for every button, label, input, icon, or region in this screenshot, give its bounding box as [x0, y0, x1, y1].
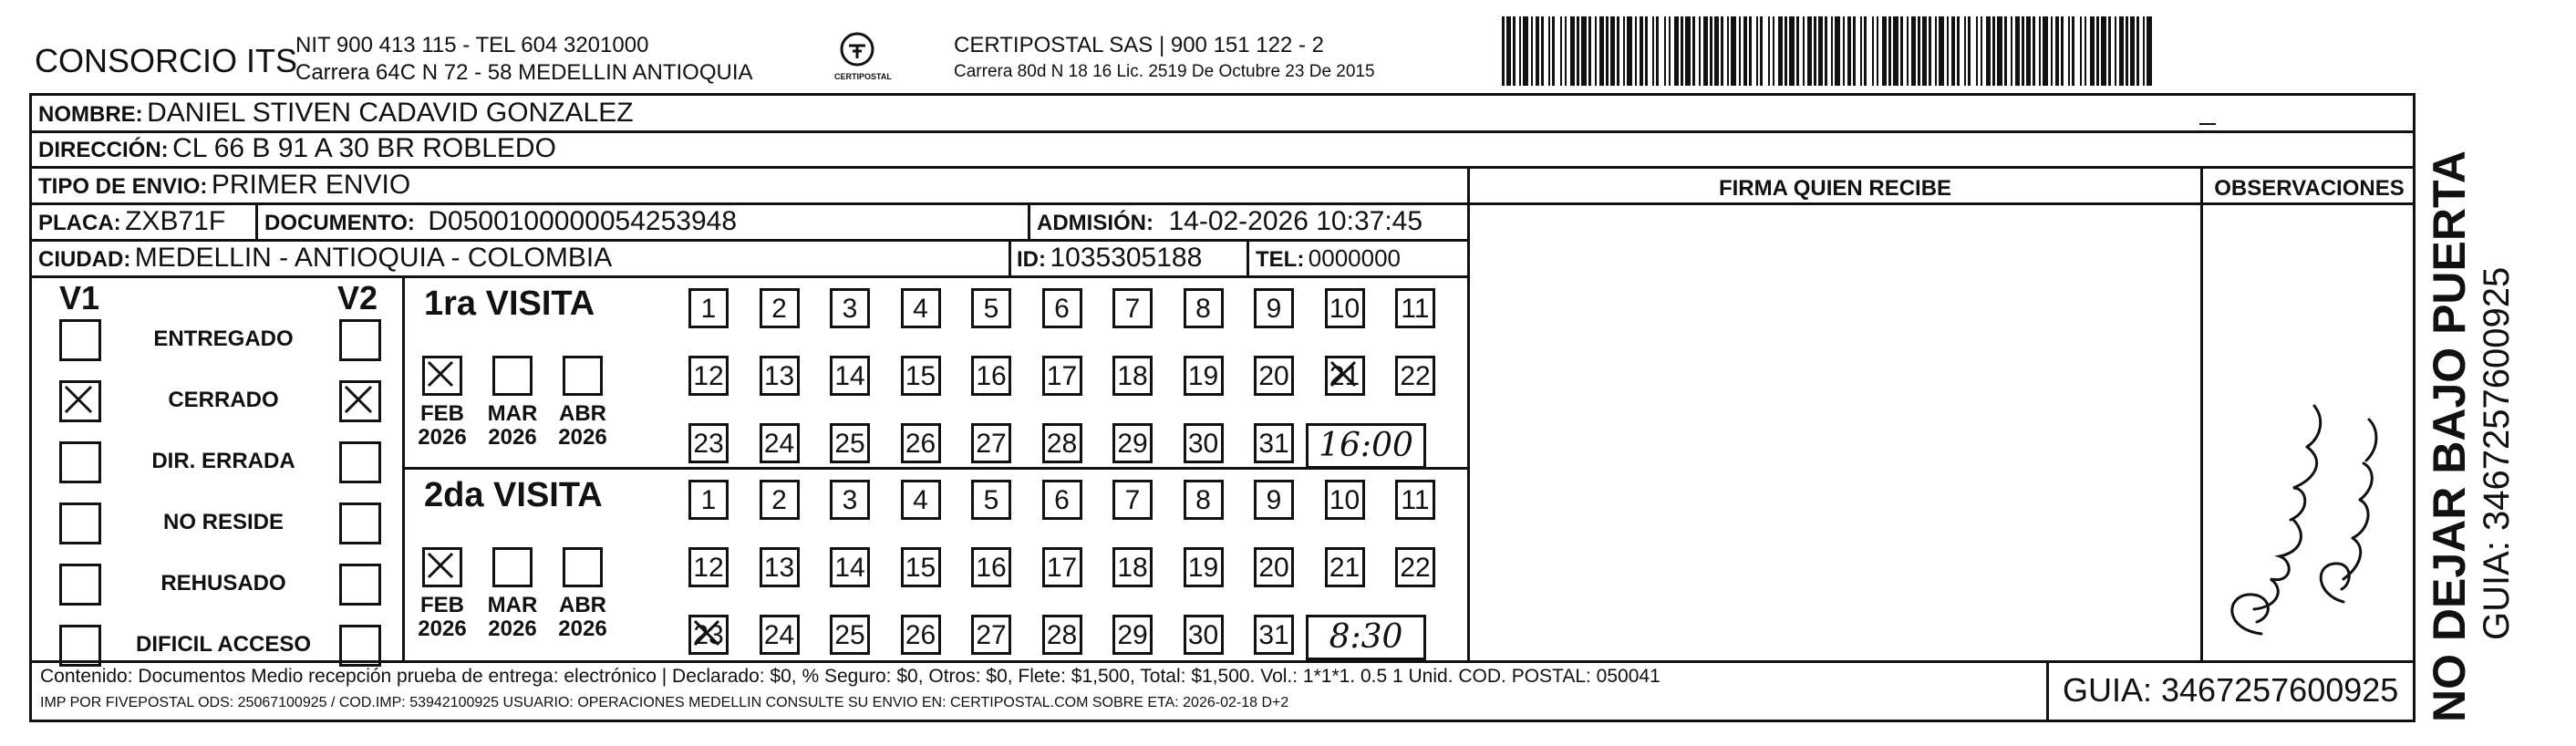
barcode-bar: [2115, 16, 2116, 86]
barcode-bar: [1768, 16, 1770, 86]
side-guia: GUIA: 3467257600925: [2477, 266, 2517, 640]
barcode-bar: [1541, 16, 1544, 86]
barcode-bar: [1888, 16, 1891, 86]
month-checkbox[interactable]: [563, 356, 603, 396]
day-box[interactable]: 31: [1254, 423, 1294, 463]
nombre-value: DANIEL STIVEN CADAVID GONZALEZ: [147, 98, 634, 128]
barcode-bar: [2068, 16, 2070, 86]
side-text-block: [2422, 84, 2559, 722]
barcode-bar: [1773, 16, 1774, 86]
visit-time-box[interactable]: 16:00: [1306, 423, 1426, 469]
barcode-bar: [1986, 16, 1991, 86]
courier-logo-icon: [834, 31, 880, 67]
side-warning: NO DEJAR BAJO PUERTA: [2424, 150, 2475, 722]
day-box[interactable]: 30: [1184, 423, 1224, 463]
documento-value: D0500100000054253948: [428, 206, 738, 236]
day-box[interactable]: 7: [1112, 288, 1153, 328]
barcode-bar: [2147, 16, 2152, 86]
admision-cell: [1037, 206, 1422, 237]
col-divider: [1009, 239, 1011, 275]
col-divider: [255, 202, 258, 239]
contenido-text: Contenido: Documentos Medio recepción prueba de entrega: electrónico | Declarado: $0, % Seguro: $0, Otros: $0, Flete: $1,500, Total: $1,500. Vol.: 1*1*1. 0.5 1 Unid. COD. POSTAL: 050041: [40, 666, 1660, 687]
barcode-bar: [1669, 16, 1671, 86]
barcode-bar: [2051, 16, 2053, 86]
barcode-bar: [2015, 16, 2020, 86]
barcode-bar: [2011, 16, 2012, 86]
barcode-bar: [1681, 16, 1683, 86]
barcode-bar: [2130, 16, 2135, 86]
status-v1-checkbox[interactable]: [59, 319, 101, 361]
barcode-bar: [1749, 16, 1752, 86]
day-box[interactable]: 7: [1112, 480, 1153, 520]
barcode-bar: [1756, 16, 1758, 86]
day-box[interactable]: 21: [1325, 547, 1365, 587]
barcode-bar: [1721, 16, 1723, 86]
barcode-bar: [1536, 16, 1539, 86]
tel-cell: [1256, 244, 1401, 273]
x-mark-icon: [425, 358, 460, 393]
month-name: ABR: [559, 401, 606, 426]
barcode-bar: [1900, 16, 1903, 86]
barcode-bar: [2143, 16, 2145, 86]
barcode-bar: [2126, 16, 2128, 86]
day-box[interactable]: 23: [688, 615, 729, 655]
status-v2-checkbox[interactable]: [339, 625, 381, 667]
barcode-bar: [1699, 16, 1701, 86]
barcode-bar: [1588, 16, 1591, 86]
barcode-bar: [2043, 16, 2048, 86]
day-box[interactable]: 22: [1395, 356, 1435, 396]
barcode-bar: [1714, 16, 1719, 86]
barcode-bar: [2033, 16, 2035, 86]
day-box[interactable]: 18: [1112, 356, 1153, 396]
day-box[interactable]: 17: [1042, 547, 1082, 587]
barcode-bar: [1814, 16, 1816, 86]
day-box[interactable]: 21: [1325, 356, 1365, 396]
row-divider: [29, 275, 1470, 278]
barcode-bar: [1645, 16, 1648, 86]
barcode-bar: [1882, 16, 1887, 86]
barcode-bar: [1652, 16, 1654, 86]
barcode-bar: [2026, 16, 2031, 86]
barcode-bar: [1935, 16, 1937, 86]
month-checkbox[interactable]: [422, 356, 462, 396]
day-box[interactable]: 5: [971, 288, 1011, 328]
barcode-bar: [1789, 16, 1795, 86]
visit-title: 1ra VISITA: [424, 285, 595, 323]
barcode: [1502, 16, 2158, 86]
courier-line: CERTIPOSTAL SAS | 900 151 122 - 2: [954, 33, 1324, 57]
row-divider: [29, 166, 2416, 169]
barcode-bar: [1560, 16, 1562, 86]
day-box[interactable]: 6: [1042, 288, 1082, 328]
barcode-bar: [1664, 16, 1666, 86]
barcode-bar: [1610, 16, 1615, 86]
barcode-bar: [1929, 16, 1931, 86]
ciudad-value: MEDELLIN - ANTIOQUIA - COLOMBIA: [134, 243, 613, 273]
barcode-bar: [1835, 16, 1840, 86]
day-box[interactable]: 3: [830, 288, 870, 328]
ciudad-label: CIUDAD:: [38, 247, 131, 272]
barcode-bar: [1640, 16, 1643, 86]
barcode-bar: [1922, 16, 1927, 86]
x-mark-icon: [691, 617, 726, 652]
day-box[interactable]: 9: [1254, 288, 1294, 328]
barcode-bar: [1918, 16, 1920, 86]
day-box[interactable]: 3: [830, 480, 870, 520]
tel-value: 0000000: [1308, 244, 1402, 272]
footer-guia: GUIA: 3467257600925: [2063, 671, 2399, 709]
day-box[interactable]: 15: [901, 547, 941, 587]
barcode-bar: [1893, 16, 1898, 86]
documento-label: DOCUMENTO:: [264, 211, 415, 235]
barcode-bar: [1743, 16, 1747, 86]
day-box[interactable]: 1: [688, 288, 729, 328]
status-v2-checkbox[interactable]: [339, 564, 381, 606]
month-name: FEB: [420, 593, 464, 617]
visit-time-box[interactable]: 8:30: [1306, 615, 1426, 660]
day-box[interactable]: 24: [760, 423, 800, 463]
barcode-bar: [1796, 16, 1799, 86]
admision-label: ADMISIÓN:: [1037, 211, 1154, 235]
direccion-value: CL 66 B 91 A 30 BR ROBLEDO: [172, 133, 556, 163]
day-box[interactable]: 13: [760, 356, 800, 396]
day-box[interactable]: 16: [971, 547, 1011, 587]
barcode-bar: [1531, 16, 1533, 86]
firma-header: FIRMA QUIEN RECIBE: [1718, 176, 1952, 201]
barcode-bar: [1627, 16, 1632, 86]
row-divider: [29, 239, 1470, 242]
tipo-row: [38, 170, 410, 201]
barcode-bar: [2061, 16, 2064, 86]
day-box[interactable]: 14: [830, 356, 870, 396]
barcode-bar: [1907, 16, 1909, 86]
barcode-bar: [1599, 16, 1604, 86]
v2-header: V2: [337, 279, 378, 316]
barcode-bar: [1847, 16, 1851, 86]
month-name: FEB: [420, 401, 464, 426]
barcode-bar: [2085, 16, 2086, 86]
day-box[interactable]: 4: [901, 288, 941, 328]
barcode-bar: [1911, 16, 1916, 86]
barcode-bar: [1778, 16, 1783, 86]
status-label: DIFICIL ACCESO: [135, 632, 311, 657]
day-box[interactable]: 2: [760, 480, 800, 520]
day-box[interactable]: 26: [901, 423, 941, 463]
id-label: ID:: [1017, 247, 1046, 272]
barcode-bar: [1964, 16, 1966, 86]
status-label: CERRADO: [168, 388, 279, 412]
month-year: 2026: [558, 425, 607, 450]
col-divider: [2200, 166, 2203, 663]
status-v1-checkbox[interactable]: [59, 441, 101, 483]
visit-title: 2da VISITA: [424, 476, 603, 514]
month-name: MAR: [487, 401, 538, 426]
barcode-bar: [1581, 16, 1587, 86]
barcode-bar: [2119, 16, 2124, 86]
tipo-value: PRIMER ENVIO: [211, 170, 411, 200]
barcode-bar: [1843, 16, 1845, 86]
barcode-bar: [1785, 16, 1787, 86]
company-address: Carrera 64C N 72 - 58 MEDELLIN ANTIOQUIA: [295, 60, 753, 85]
barcode-bar: [1523, 16, 1528, 86]
barcode-bar: [1570, 16, 1575, 86]
barcode-bar: [2090, 16, 2095, 86]
day-box[interactable]: 2: [760, 288, 800, 328]
barcode-bar: [1656, 16, 1659, 86]
barcode-bar: [2072, 16, 2074, 86]
month-checkbox[interactable]: [492, 547, 533, 587]
barcode-bar: [1513, 16, 1516, 86]
barcode-bar: [1760, 16, 1763, 86]
status-v2-checkbox[interactable]: [339, 380, 381, 422]
row-divider: [29, 660, 2416, 663]
barcode-bar: [1674, 16, 1679, 86]
barcode-bar: [1872, 16, 1874, 86]
barcode-bar: [1519, 16, 1521, 86]
barcode-bar: [1635, 16, 1637, 86]
courier-logo: [834, 31, 892, 86]
barcode-bar: [1502, 16, 1505, 86]
day-box[interactable]: 27: [971, 615, 1011, 655]
day-box[interactable]: 17: [1042, 356, 1082, 396]
barcode-bar: [1853, 16, 1856, 86]
barcode-bar: [1947, 16, 1949, 86]
direccion-label: DIRECCIÓN:: [38, 138, 169, 162]
barcode-bar: [1951, 16, 1955, 86]
status-v2-checkbox[interactable]: [339, 319, 381, 361]
barcode-bar: [1617, 16, 1619, 86]
day-box[interactable]: 13: [760, 547, 800, 587]
day-box[interactable]: 5: [971, 480, 1011, 520]
barcode-bar: [1548, 16, 1550, 86]
day-box[interactable]: 30: [1184, 615, 1224, 655]
barcode-bar: [1552, 16, 1555, 86]
month-year: 2026: [488, 616, 537, 641]
barcode-bar: [1957, 16, 1960, 86]
documento-cell: [264, 206, 737, 237]
nombre-row: [38, 98, 634, 129]
status-label: NO RESIDE: [162, 510, 284, 534]
barcode-bar: [1877, 16, 1878, 86]
day-box[interactable]: 25: [830, 615, 870, 655]
day-box[interactable]: 16: [971, 356, 1011, 396]
col-divider: [1467, 166, 1470, 663]
month-checkbox[interactable]: [492, 356, 533, 396]
tel-label: TEL:: [1256, 247, 1305, 272]
barcode-bar: [1565, 16, 1567, 86]
month-name: ABR: [559, 593, 606, 617]
observaciones-header: OBSERVACIONES: [2214, 176, 2405, 201]
day-box[interactable]: 24: [760, 615, 800, 655]
day-box[interactable]: 25: [830, 423, 870, 463]
row-divider: [29, 202, 2416, 205]
month-checkbox[interactable]: [563, 547, 603, 587]
direccion-row: [38, 133, 556, 164]
v1-header: V1: [59, 279, 100, 316]
barcode-bar: [2096, 16, 2099, 86]
day-box[interactable]: 14: [830, 547, 870, 587]
day-box[interactable]: 19: [1184, 547, 1224, 587]
barcode-bar: [2080, 16, 2082, 86]
month-name: MAR: [487, 593, 538, 617]
day-box[interactable]: 8: [1184, 480, 1224, 520]
month-checkbox[interactable]: [422, 547, 462, 587]
day-box[interactable]: 9: [1254, 480, 1294, 520]
status-v1-checkbox[interactable]: [59, 380, 101, 422]
admision-value: 14-02-2026 10:37:45: [1168, 206, 1423, 236]
status-label: REHUSADO: [160, 571, 286, 596]
barcode-bar: [1739, 16, 1741, 86]
day-box[interactable]: 12: [688, 356, 729, 396]
barcode-bar: [2004, 16, 2007, 86]
barcode-bar: [2022, 16, 2024, 86]
day-box[interactable]: 29: [1112, 423, 1153, 463]
id-value: 1035305188: [1050, 243, 1203, 273]
tipo-label: TIPO DE ENVIO:: [38, 174, 208, 199]
day-box[interactable]: 26: [901, 615, 941, 655]
month-year: 2026: [418, 616, 467, 641]
day-box[interactable]: 20: [1254, 547, 1294, 587]
x-mark-icon: [1328, 358, 1362, 393]
day-box[interactable]: 8: [1184, 288, 1224, 328]
placa-label: PLACA:: [38, 211, 121, 235]
day-box[interactable]: 22: [1395, 547, 1435, 587]
nit-line: NIT 900 413 115 - TEL 604 3201000: [295, 33, 649, 57]
id-cell: [1017, 243, 1202, 274]
day-box[interactable]: 18: [1112, 547, 1153, 587]
day-box[interactable]: 31: [1254, 615, 1294, 655]
barcode-bar: [1623, 16, 1625, 86]
day-box[interactable]: 28: [1042, 423, 1082, 463]
day-box[interactable]: 19: [1184, 356, 1224, 396]
day-box[interactable]: 11: [1395, 288, 1435, 328]
nombre-label: NOMBRE:: [38, 102, 143, 127]
barcode-bar: [1997, 16, 2002, 86]
status-label: DIR. ERRADA: [151, 449, 295, 473]
barcode-bar: [1825, 16, 1827, 86]
barcode-bar: [1703, 16, 1708, 86]
day-box[interactable]: 6: [1042, 480, 1082, 520]
barcode-bar: [2136, 16, 2139, 86]
underline-mark: [2199, 123, 2216, 125]
barcode-bar: [1807, 16, 1812, 86]
barcode-bar: [1506, 16, 1511, 86]
barcode-bar: [1939, 16, 1944, 86]
status-v1-checkbox[interactable]: [59, 564, 101, 606]
col-divider: [1247, 239, 1249, 275]
imp-text: IMP POR FIVEPOSTAL ODS: 25067100925 / COD.IMP: 53942100925 USUARIO: OPERACIONES MEDELLIN CONSULTE SU ENVIO EN: CERTIPOSTAL.COM SOBRE ETA: 2026-02-18 D+2: [40, 695, 1289, 710]
status-v1-checkbox[interactable]: [59, 503, 101, 544]
barcode-bar: [1685, 16, 1691, 86]
barcode-bar: [1860, 16, 1862, 86]
barcode-bar: [1710, 16, 1712, 86]
barcode-bar: [1595, 16, 1597, 86]
status-v2-checkbox[interactable]: [339, 441, 381, 483]
month-year: 2026: [558, 616, 607, 641]
x-mark-icon: [342, 383, 378, 420]
status-v2-checkbox[interactable]: [339, 503, 381, 544]
handwritten-signature: [2207, 383, 2389, 657]
barcode-bar: [1606, 16, 1609, 86]
barcode-bar: [1692, 16, 1695, 86]
barcode-bar: [1976, 16, 1978, 86]
barcode-bar: [1992, 16, 1995, 86]
day-box[interactable]: 1: [688, 480, 729, 520]
x-mark-icon: [62, 383, 98, 420]
day-box[interactable]: 29: [1112, 615, 1153, 655]
day-box[interactable]: 12: [688, 547, 729, 587]
status-label: ENTREGADO: [153, 326, 294, 351]
barcode-bar: [2101, 16, 2106, 86]
barcode-bar: [1981, 16, 1982, 86]
month-year: 2026: [418, 425, 467, 450]
placa-cell: [38, 206, 225, 237]
day-box[interactable]: 11: [1395, 480, 1435, 520]
day-box[interactable]: 10: [1325, 480, 1365, 520]
barcode-bar: [1818, 16, 1823, 86]
day-box[interactable]: 4: [901, 480, 941, 520]
courier-logo-text: CERTIPOSTAL: [834, 72, 892, 81]
barcode-bar: [2108, 16, 2111, 86]
col-divider: [1028, 202, 1030, 239]
day-box[interactable]: 15: [901, 356, 941, 396]
barcode-bar: [1731, 16, 1736, 86]
day-box[interactable]: 20: [1254, 356, 1294, 396]
courier-address: Carrera 80d N 18 16 Lic. 2519 De Octubre 23 De 2015: [954, 62, 1375, 81]
barcode-bar: [1968, 16, 1971, 86]
barcode-bar: [1831, 16, 1833, 86]
barcode-bar: [2055, 16, 2059, 86]
company-name: CONSORCIO ITS: [35, 42, 298, 79]
day-box[interactable]: 27: [971, 423, 1011, 463]
barcode-bar: [2039, 16, 2041, 86]
ciudad-cell: [38, 243, 612, 274]
col-divider: [2046, 660, 2049, 722]
x-mark-icon: [425, 550, 460, 585]
placa-value: ZXB71F: [125, 206, 226, 236]
barcode-bar: [1864, 16, 1867, 86]
barcode-bar: [1803, 16, 1805, 86]
day-box[interactable]: 23: [688, 423, 729, 463]
barcode-bar: [1577, 16, 1579, 86]
month-year: 2026: [488, 425, 537, 450]
day-box[interactable]: 10: [1325, 288, 1365, 328]
status-v1-checkbox[interactable]: [59, 625, 101, 667]
barcode-bar: [1727, 16, 1729, 86]
day-box[interactable]: 28: [1042, 615, 1082, 655]
